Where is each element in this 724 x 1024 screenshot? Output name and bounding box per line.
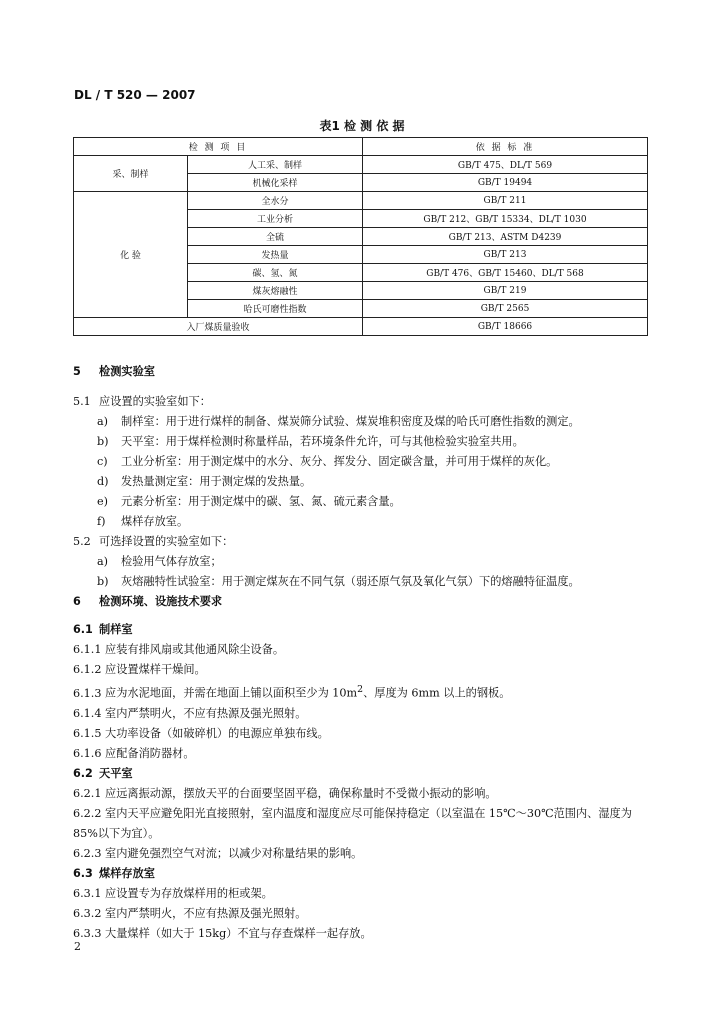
list-item: c) 工业分析室：用于测定煤中的水分、灰分、挥发分、固定碳含量，并可用于煤样的灰化。: [97, 455, 558, 468]
standards-table: [73, 137, 648, 336]
table-row: [74, 156, 648, 174]
basis-cell: GB/T 475、DL/T 569: [363, 156, 648, 174]
page-number: 2: [74, 940, 81, 953]
item-cell: 全硫: [188, 228, 363, 246]
section-heading: 5 检测实验室: [73, 365, 155, 378]
list-5-2: [73, 552, 654, 592]
table-row: [74, 318, 648, 336]
item-cell: 发热量: [188, 246, 363, 264]
group-cell: 采、制样: [74, 156, 188, 192]
basis-cell: GB/T 2565: [363, 300, 648, 318]
basis-cell: GB/T 18666: [363, 318, 648, 336]
table-header-row: [74, 138, 648, 156]
table-row: [74, 192, 648, 210]
subsection-heading: 6.3 煤样存放室: [73, 866, 155, 880]
basis-cell: GB/T 213、ASTM D4239: [363, 228, 648, 246]
basis-cell: GB/T 212、GB/T 15334、DL/T 1030: [363, 210, 648, 228]
item-cell: 工业分析: [188, 210, 363, 228]
list-item: e) 元素分析室：用于测定煤中的碳、氢、氮、硫元素含量。: [97, 495, 401, 508]
clause: 6.1.1 应装有排风扇或其他通风除尘设备。: [73, 643, 285, 656]
clause-5-2: 5.2 可选择设置的实验室如下：: [73, 535, 234, 548]
item-cell: 哈氏可磨性指数: [188, 300, 363, 318]
table-caption: 表1 检 测 依 据: [319, 119, 405, 133]
standard-code-header: DL / T 520 — 2007: [74, 88, 196, 102]
clause: 6.2.3 室内避免强烈空气对流；以减少对称量结果的影响。: [73, 846, 363, 860]
list-item: a) 制样室：用于进行煤样的制备、煤炭筛分试验、煤炭堆积密度及煤的哈氏可磨性指数的测定。: [97, 415, 580, 428]
list-item: d) 发热量测定室：用于测定煤的发热量。: [97, 475, 312, 488]
section-6: [73, 592, 654, 944]
list-item: f) 煤样存放室。: [97, 515, 189, 528]
basis-cell: GB/T 211: [363, 192, 648, 210]
basis-cell: GB/T 476、GB/T 15460、DL/T 568: [363, 264, 648, 282]
item-cell: 机械化采样: [188, 174, 363, 192]
list-5-1: [73, 412, 654, 532]
item-cell: 全水分: [188, 192, 363, 210]
section-5: [73, 362, 654, 592]
clause: 6.3.3 大量煤样（如大于 15kg）不宜与存查煤样一起存放。: [73, 926, 372, 940]
subsection-heading: 6.1 制样室: [73, 623, 133, 636]
group-cell: 化 验: [74, 192, 188, 318]
clause: 6.1.6 应配备消防器材。: [73, 746, 195, 760]
header-basis-cell: 依 据 标 准: [363, 138, 648, 156]
list-item: b) 灰熔融特性试验室：用于测定煤灰在不同气氛（弱还原气氛及氧化气氛）下的熔融特征温度。: [97, 575, 580, 588]
clause: 6.2.1 应远离振动源，摆放天平的台面要坚固平稳，确保称量时不受微小振动的影响。: [73, 786, 497, 800]
item-cell: 入厂煤质量验收: [74, 318, 363, 336]
list-item: a) 检验用气体存放室；: [97, 555, 222, 568]
header-item-cell: 检 测 项 目: [74, 138, 363, 156]
clause: 6.2.2 室内天平应避免阳光直接照射，室内温度和湿度应尽可能保持稳定（以室温在 15℃～30℃范围内、湿度为 85%以下为宜）。: [73, 806, 632, 840]
clause-5-1: 5.1 应设置的实验室如下：: [73, 395, 211, 408]
clause: 6.1.3 应为水泥地面，并需在地面上铺以面积至少为 $10m^2$、厚度为 6mm 以上的钢板。: [73, 684, 511, 700]
clause: 6.1.4 室内严禁明火，不应有热源及强光照射。: [73, 706, 307, 720]
section-heading: 6 检测环境、设施技术要求: [73, 595, 223, 608]
clause: 6.3.2 室内严禁明火，不应有热源及强光照射。: [73, 906, 307, 920]
clause: 6.1.2 应设置煤样干燥间。: [73, 663, 206, 676]
item-cell: 煤灰熔融性: [188, 282, 363, 300]
basis-cell: GB/T 213: [363, 246, 648, 264]
list-item: b) 天平室：用于煤样检测时称量样品，若环境条件允许，可与其他检验实验室共用。: [97, 435, 524, 448]
basis-cell: GB/T 219: [363, 282, 648, 300]
item-cell: 碳、氢、氮: [188, 264, 363, 282]
clause: 6.3.1 应设置专为存放煤样用的柜或架。: [73, 886, 273, 900]
item-cell: 人工采、制样: [188, 156, 363, 174]
subsection-heading: 6.2 天平室: [73, 766, 133, 780]
basis-cell: GB/T 19494: [363, 174, 648, 192]
clause: 6.1.5 大功率设备（如破碎机）的电源应单独布线。: [73, 726, 329, 740]
